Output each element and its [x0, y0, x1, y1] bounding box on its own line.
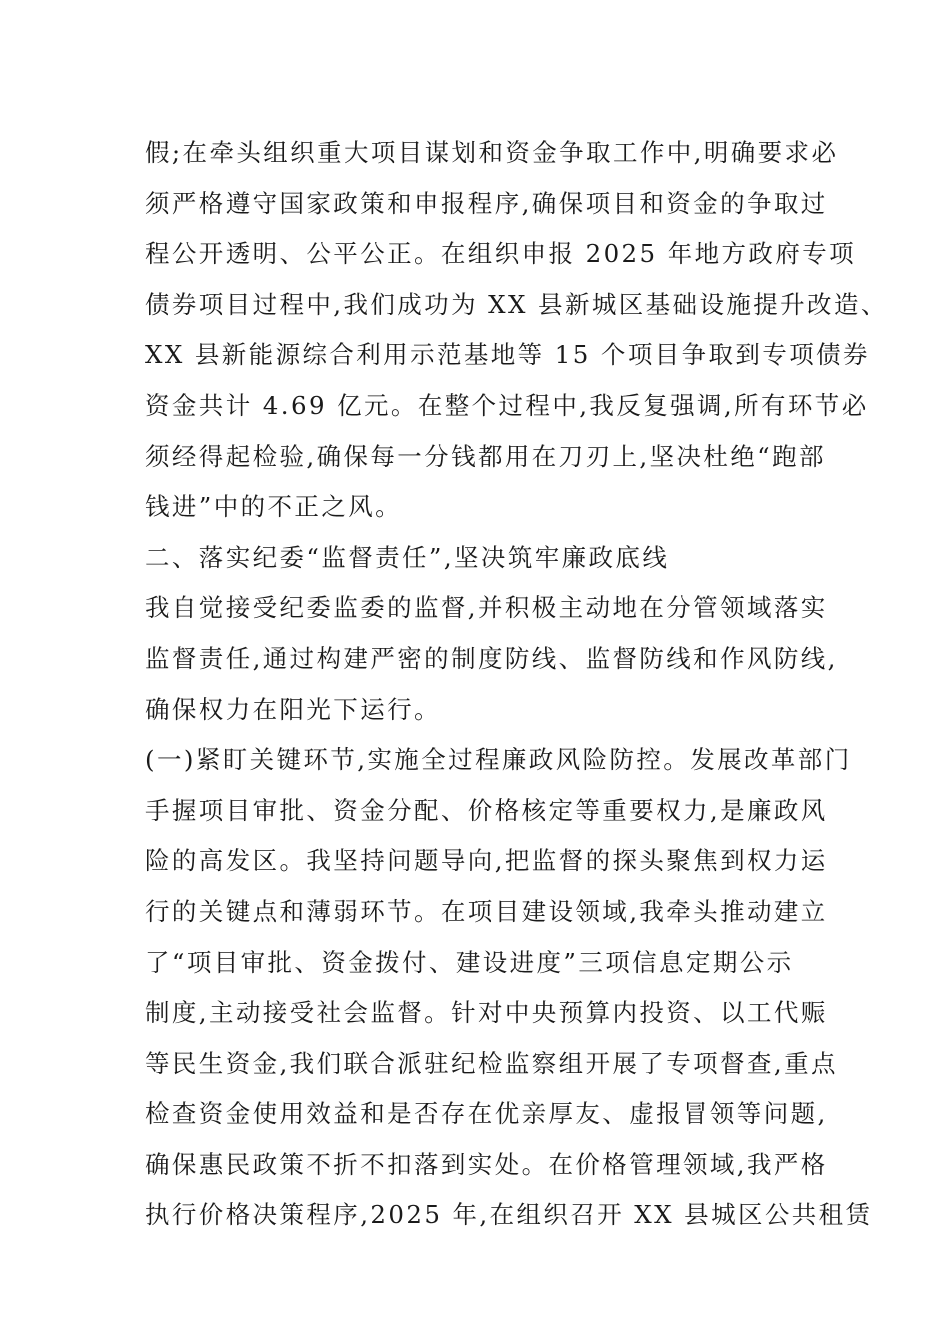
text-line: 债券项目过程中,我们成功为 XX 县新城区基础设施提升改造、 — [145, 289, 888, 319]
text-line: 程公开透明、公平公正。在组织申报 2025 年地方政府专项 — [145, 239, 857, 269]
text-line: 资金共计 4.69 亿元。在整个过程中,我反复强调,所有环节必 — [145, 390, 869, 420]
text-line: XX 县新能源综合利用示范基地等 15 个项目争取到专项债券 — [145, 340, 870, 370]
text-line: 检查资金使用效益和是否存在优亲厚友、虚报冒领等问题, — [145, 1099, 828, 1129]
text-line: 钱进”中的不正之风。 — [145, 492, 403, 522]
text-line: 确保惠民政策不折不扣落到实处。在价格管理领域,我严格 — [145, 1149, 828, 1179]
text-line: 确保权力在阳光下运行。 — [145, 694, 441, 724]
text-line: 手握项目审批、资金分配、价格核定等重要权力,是廉政风 — [145, 795, 828, 825]
text-line: 行的关键点和薄弱环节。在项目建设领域,我牵头推动建立 — [145, 896, 828, 926]
text-line: 我自觉接受纪委监委的监督,并积极主动地在分管领域落实 — [145, 593, 828, 623]
text-line: 制度,主动接受社会监督。针对中央预算内投资、以工代赈 — [145, 998, 828, 1028]
text-line: 假;在牵头组织重大项目谋划和资金争取工作中,明确要求必 — [145, 138, 839, 167]
text-line: 执行价格决策程序,2025 年,在组织召开 XX 县城区公共租赁 — [145, 1200, 873, 1230]
text-line: 监督责任,通过构建严密的制度防线、监督防线和作风防线, — [145, 643, 838, 673]
text-line: 了“项目审批、资金拨付、建设进度”三项信息定期公示 — [145, 947, 794, 977]
section-heading: 二、落实纪委“监督责任”,坚决筑牢廉政底线 — [145, 542, 670, 572]
body-text — [145, 128, 888, 1241]
text-line: 须严格遵守国家政策和申报程序,确保项目和资金的争取过 — [145, 188, 828, 218]
subsection-line: (一)紧盯关键环节,实施全过程廉政风险防控。发展改革部门 — [145, 745, 852, 775]
text-line: 须经得起检验,确保每一分钱都用在刀刃上,坚决杜绝“跑部 — [145, 441, 826, 471]
text-line: 险的高发区。我坚持问题导向,把监督的探头聚焦到权力运 — [145, 846, 828, 876]
text-line: 等民生资金,我们联合派驻纪检监察组开展了专项督查,重点 — [145, 1048, 838, 1078]
